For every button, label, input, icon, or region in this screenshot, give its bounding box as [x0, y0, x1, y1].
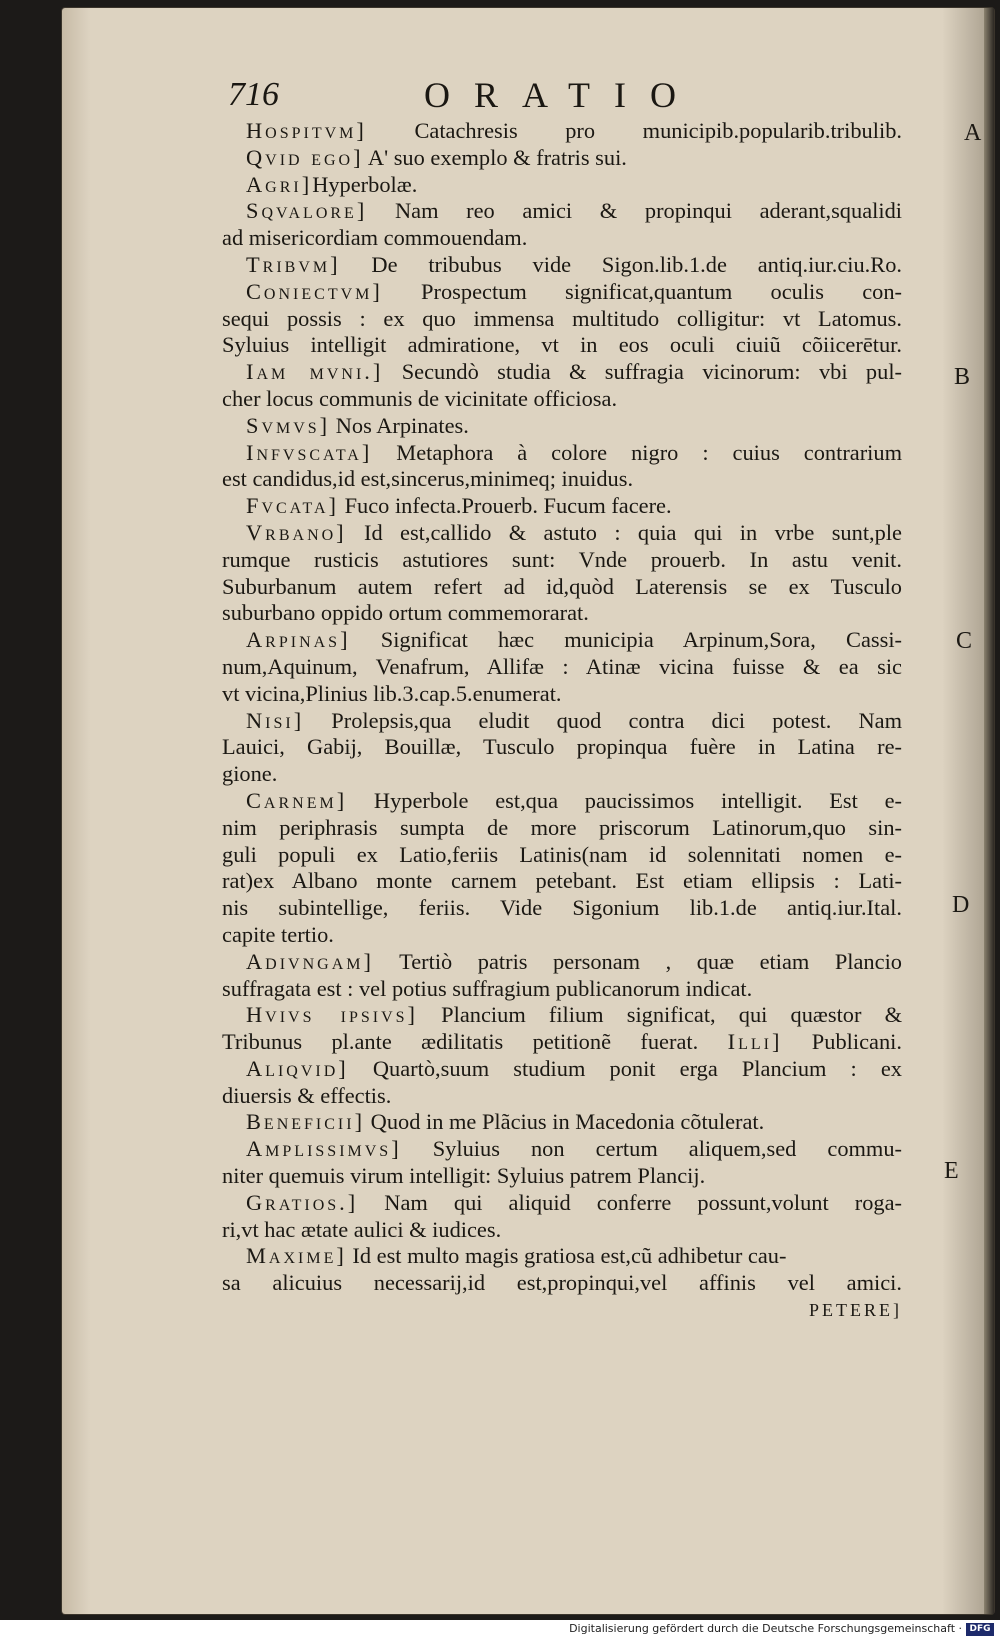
text-line	[222, 145, 902, 172]
text-line	[222, 466, 902, 493]
text-line	[222, 172, 902, 199]
line-text: niter quemuis virum intelligit: Syluius patrem Plancij.	[222, 1163, 706, 1189]
margin-letter-a: A	[964, 120, 982, 146]
text-line	[222, 520, 902, 547]
text-line	[222, 198, 902, 225]
footer-bar	[0, 1620, 1000, 1640]
lemma-keyword: Beneficii]	[246, 1109, 366, 1135]
line-text: capite tertio.	[222, 921, 334, 947]
text-line	[222, 976, 902, 1003]
lemma-keyword: Tribvm]	[246, 251, 341, 277]
text-line	[222, 1029, 902, 1056]
line-text: Tribunus pl.ante ædilitatis petitionẽ fuerat.	[222, 1029, 728, 1055]
line-text: sequi possis : ex quo immensa multitudo colligitur: vt Latomus.	[222, 305, 902, 331]
catchword: PETERE]	[809, 1300, 902, 1321]
lemma-keyword: Arpinas]	[246, 627, 351, 653]
text-line	[222, 359, 902, 386]
lemma-keyword: Carnem]	[246, 787, 348, 813]
text-line	[222, 225, 902, 252]
text-line	[222, 386, 902, 413]
line-text: Syluius intelligit admiratione, vt in eos oculi ciuiũ cõiicerētur.	[222, 332, 902, 358]
text-line	[222, 761, 902, 788]
line-text: num,Aquinum, Venafrum, Allifæ : Atinæ vicina fuisse & ea sic	[222, 653, 902, 679]
lemma-keyword: Adivngam]	[246, 948, 374, 974]
line-text: Publicani.	[782, 1029, 902, 1055]
line-text: A' suo exemplo & fratris sui.	[363, 144, 627, 170]
text-line	[222, 600, 902, 627]
lemma-keyword: Vrbano]	[246, 519, 347, 545]
line-text: sa alicuius necessarij,id est,propinqui,vel affinis vel amici.	[222, 1270, 902, 1296]
line-text: Id est multo magis gratiosa est,cũ adhibetur cau-	[346, 1243, 787, 1269]
text-line	[222, 1136, 902, 1163]
lemma-keyword: Illi]	[727, 1029, 783, 1055]
line-text: Catachresis pro municipib.popularib.tribulib.	[366, 118, 902, 143]
text-line	[222, 949, 902, 976]
lemma-keyword: Coniectvm]	[246, 278, 383, 304]
line-text: Syluius non certum aliquem,sed commu-	[401, 1136, 902, 1162]
line-text: ad misericordiam commouendam.	[222, 225, 528, 251]
lemma-keyword: Qvid ego]	[246, 144, 364, 170]
text-line	[222, 842, 902, 869]
funding-notice: Digitalisierung gefördert durch die Deutsche Forschungsgemeinschaft ·	[569, 1622, 962, 1635]
line-text: Quod in me Plãcius in Macedonia cõtulerat.	[365, 1109, 765, 1135]
lemma-keyword: Fvcata]	[246, 493, 339, 519]
text-line	[222, 332, 902, 359]
margin-letter-d: D	[952, 892, 970, 918]
text-line	[222, 1190, 902, 1217]
line-text: rat)ex Albano monte carnem petebant. Est etiam ellipsis : Lati-	[222, 868, 902, 894]
line-text: Lauici, Gabij, Bouillæ, Tusculo propinqua fuère in Latina re-	[222, 734, 902, 760]
lemma-keyword: Sqvalore]	[246, 198, 368, 224]
lemma-keyword: Gratios.]	[246, 1189, 359, 1215]
text-line	[222, 1270, 902, 1297]
text-line	[222, 1243, 902, 1270]
line-text: Plancium filium significat, qui quæstor &	[418, 1002, 902, 1028]
lemma-keyword: Infvscata]	[246, 439, 373, 465]
lemma-keyword: Hospitvm]	[246, 118, 367, 143]
text-line	[222, 734, 902, 761]
line-text: Tertiò patris personam , quæ etiam Plancio	[373, 948, 902, 974]
margin-letter-e: E	[944, 1158, 959, 1184]
lemma-keyword: Agri]	[246, 171, 313, 197]
running-head	[0, 68, 1000, 118]
text-line	[222, 306, 902, 333]
line-text: Nam reo amici & propinqui aderant,squalidi	[367, 198, 902, 224]
line-text: Hyperbole est,qua paucissimos intelligit. Est e-	[347, 787, 902, 813]
text-line	[222, 547, 902, 574]
text-line	[222, 815, 902, 842]
line-text: Quartò,suum studium ponit erga Plancium : ex	[348, 1055, 902, 1081]
line-text: Nos Arpinates.	[330, 412, 469, 438]
line-text: Id est,callido & astuto : quia qui in vrbe sunt,ple	[346, 519, 902, 545]
line-text: suffragata est : vel potius suffragium publicanorum indicat.	[222, 975, 753, 1001]
margin-letter-c: C	[956, 628, 973, 654]
line-text: Nam qui aliquid conferre possunt,volunt roga-	[358, 1189, 902, 1215]
text-line	[222, 252, 902, 279]
lemma-keyword: Aliqvid]	[246, 1055, 349, 1081]
text-line	[222, 654, 902, 681]
text-line	[222, 895, 902, 922]
line-text: Fuco infecta.Prouerb. Fucum facere.	[338, 493, 672, 519]
margin-letter-b: B	[954, 364, 971, 390]
text-line	[222, 413, 902, 440]
line-text: rumque rusticis astutiores sunt: Vnde prouerb. In astu venit.	[222, 546, 902, 572]
text-line	[222, 1163, 902, 1190]
page-gutter-shadow	[984, 8, 994, 1614]
lemma-keyword: Maxime]	[246, 1243, 347, 1269]
text-line	[222, 1002, 902, 1029]
dfg-logo: DFG	[966, 1623, 994, 1636]
text-line	[222, 788, 902, 815]
text-line	[222, 279, 902, 306]
text-line	[222, 681, 902, 708]
line-text: Significat hæc municipia Arpinum,Sora, Cassi-	[350, 627, 902, 653]
lemma-keyword: Hvivs ipsivs]	[246, 1002, 419, 1028]
text-line	[222, 118, 902, 145]
lemma-keyword: Iam mvni.]	[246, 359, 384, 385]
lemma-keyword: Svmvs]	[246, 412, 331, 438]
text-line	[222, 1083, 902, 1110]
text-line	[222, 708, 902, 735]
lemma-keyword: Amplissimvs]	[246, 1136, 402, 1162]
line-text: cher locus communis de vicinitate officiosa.	[222, 385, 618, 411]
text-line	[222, 1056, 902, 1083]
text-line	[222, 574, 902, 601]
line-text: Suburbanum autem refert ad id,quòd Laterensis se ex Tusculo	[222, 573, 902, 599]
line-text: gione.	[222, 761, 278, 787]
line-text: vt vicina,Plinius lib.3.cap.5.enumerat.	[222, 680, 562, 706]
text-line	[222, 868, 902, 895]
line-text: Hyperbolæ.	[312, 171, 418, 197]
line-text: Prolepsis,qua eludit quod contra dici potest. Nam	[304, 707, 902, 733]
line-text: diuersis & effectis.	[222, 1082, 392, 1108]
line-text: ri,vt hac ætate aulici & iudices.	[222, 1216, 502, 1242]
line-text: Secundò studia & suffragia vicinorum: vbi pul-	[383, 359, 902, 385]
commentary-text	[222, 118, 902, 1324]
line-text: Metaphora à colore nigro : cuius contrarium	[372, 439, 902, 465]
running-title: ORATIO	[424, 75, 700, 115]
text-line	[222, 493, 902, 520]
line-text: Prospectum significat,quantum oculis con-	[382, 278, 902, 304]
line-text: est candidus,id est,sincerus,minimeq; inuidus.	[222, 466, 634, 492]
text-line	[222, 627, 902, 654]
text-line	[222, 440, 902, 467]
line-text: nim periphrasis sumpta de more priscorum Latinorum,quo sin-	[222, 814, 902, 840]
line-text: guli populi ex Latio,feriis Latinis(nam id solennitati nomen e-	[222, 841, 902, 867]
line-text: De tribubus vide Sigon.lib.1.de antiq.iur.ciu.Ro.	[340, 251, 902, 277]
text-line	[222, 922, 902, 949]
page-number: 716	[228, 76, 279, 113]
text-line	[222, 1109, 902, 1136]
lemma-keyword: Nisi]	[246, 707, 305, 733]
line-text: suburbano oppido ortum commemorarat.	[222, 600, 589, 626]
line-text: nis subintellige, feriis. Vide Sigonium lib.1.de antiq.iur.Ital.	[222, 895, 902, 921]
text-line	[222, 1217, 902, 1244]
